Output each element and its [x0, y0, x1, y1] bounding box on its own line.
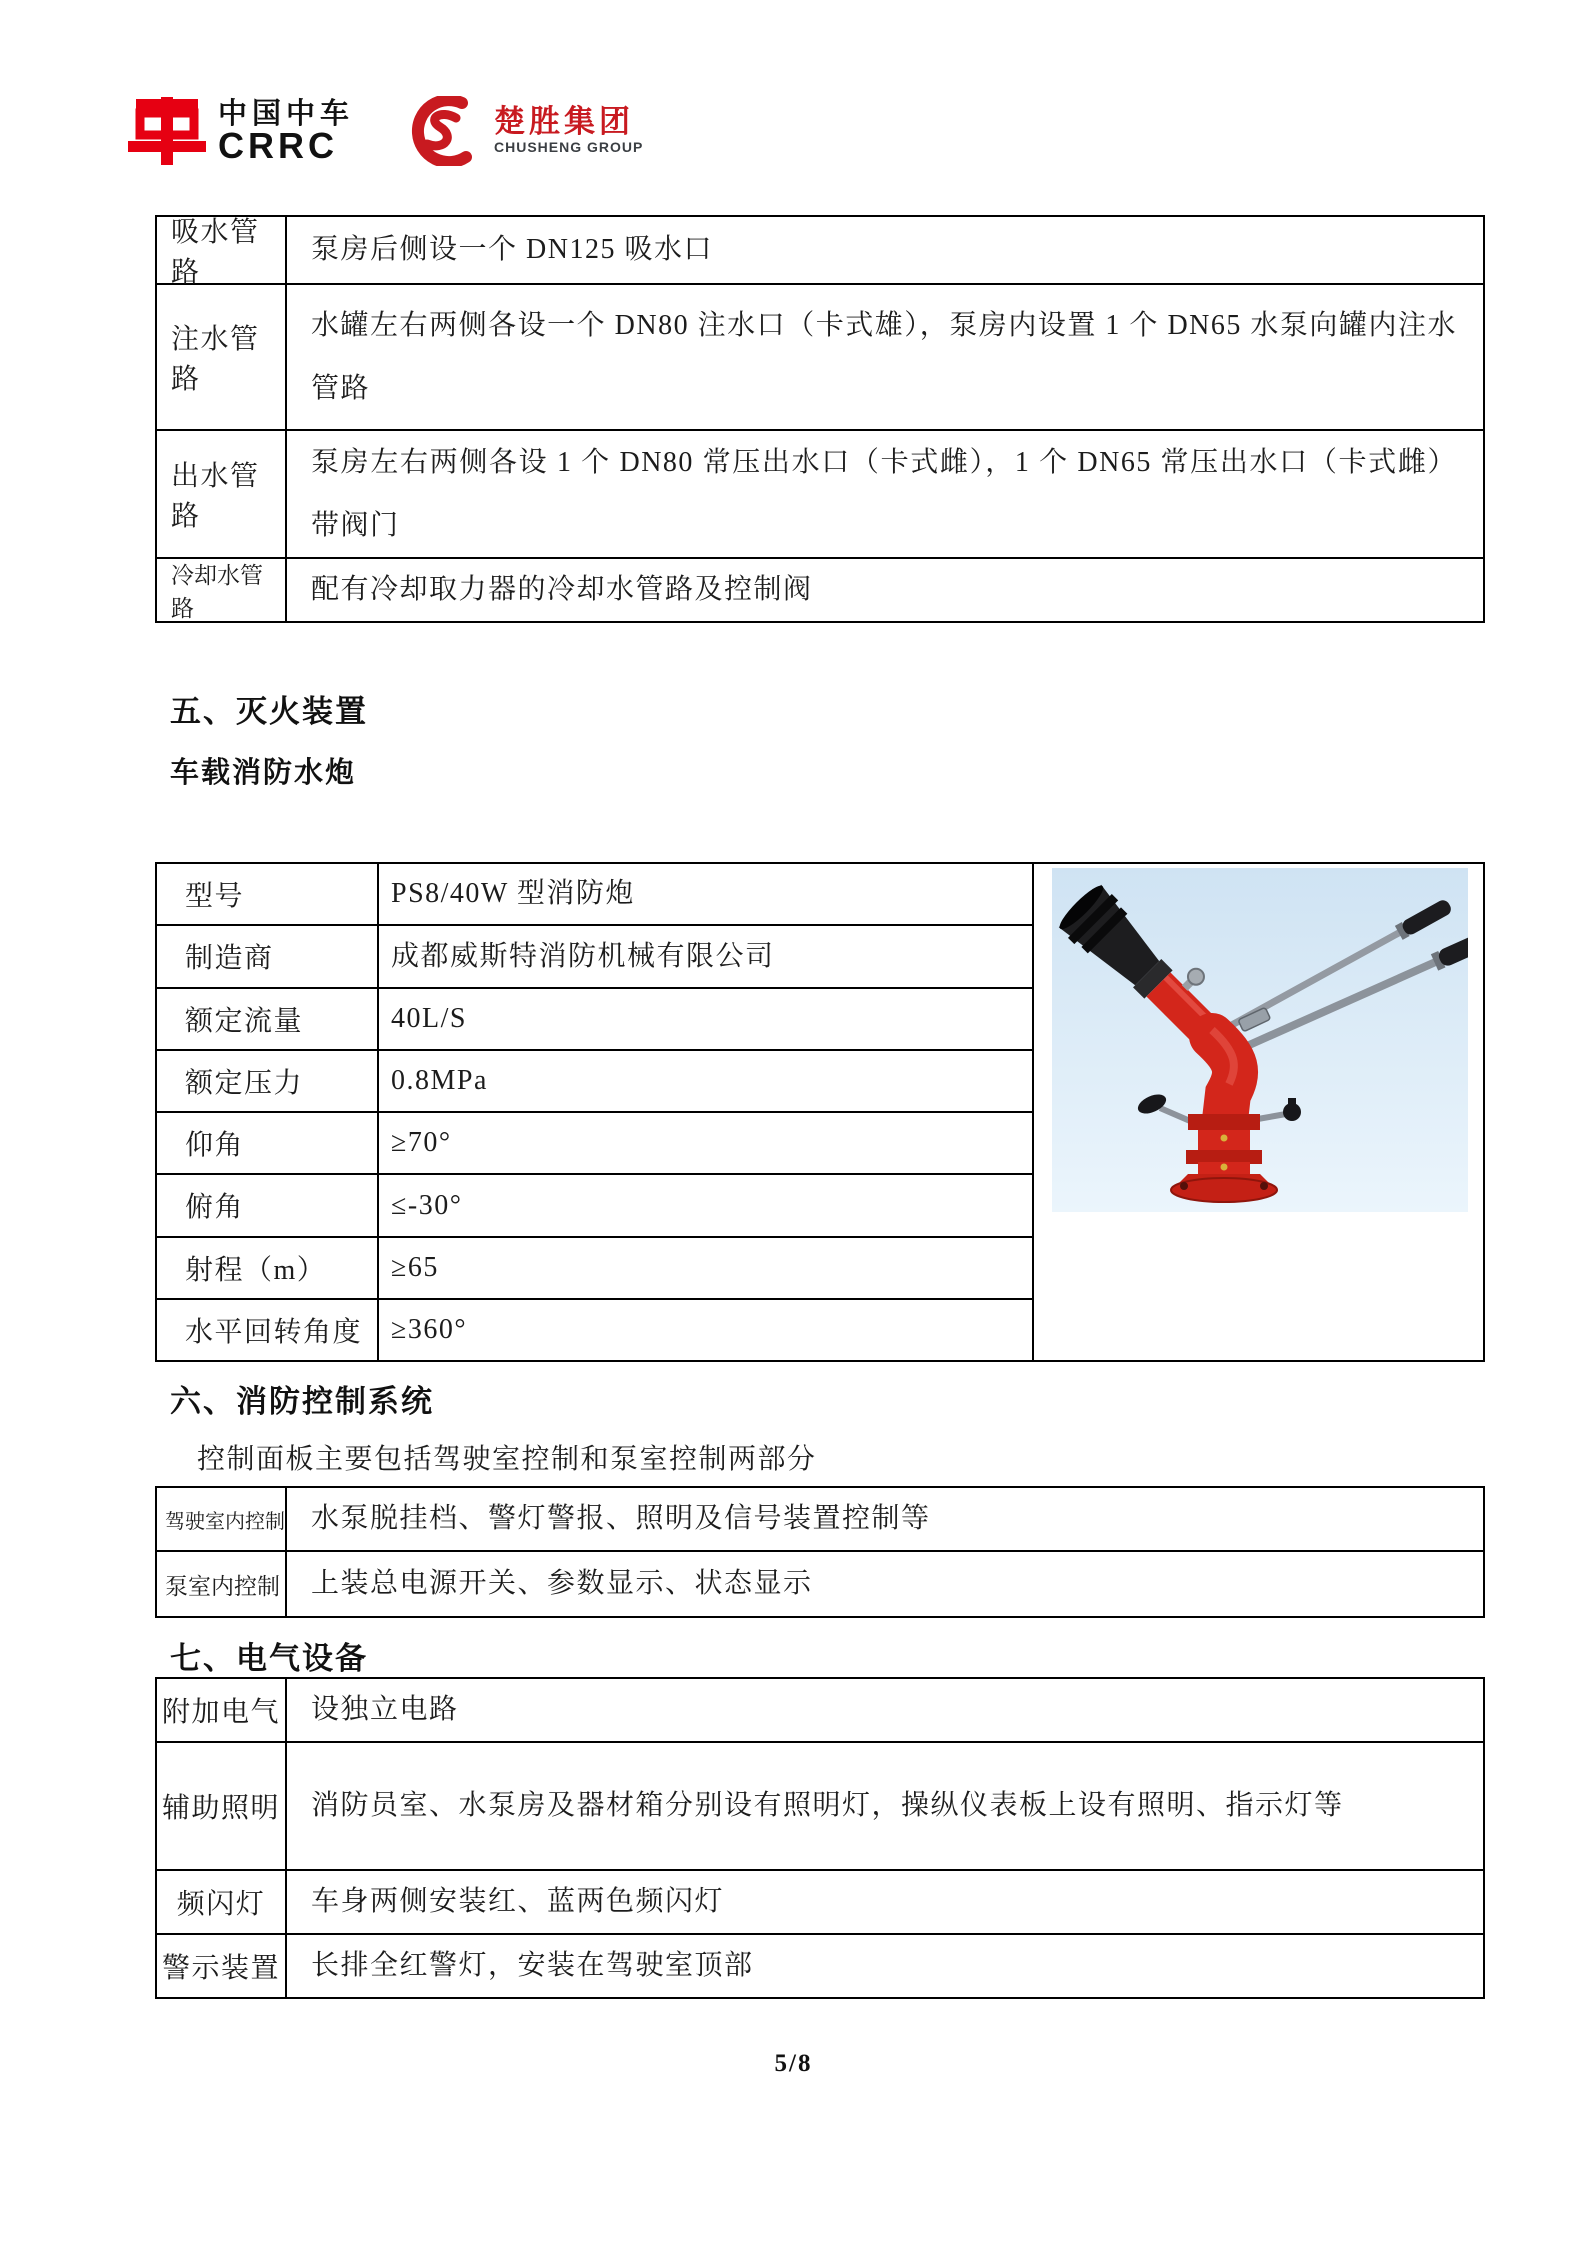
row-value: ≥360°	[391, 1314, 468, 1346]
fire-monitor-photo-cell	[1032, 864, 1483, 1360]
crrc-en-label: CRRC	[218, 125, 338, 167]
row-label: 泵室内控制	[165, 1573, 280, 1599]
row-value: 上装总电源开关、参数显示、状态显示	[311, 1568, 813, 1600]
fire-monitor-table	[155, 862, 1485, 1362]
row-label: 出水管路	[171, 461, 260, 532]
crrc-logo-text	[218, 97, 355, 167]
table-row	[157, 926, 1032, 988]
row-value: 配有冷却取力器的冷却水管路及控制阀	[311, 574, 813, 606]
row-value: 消防员室、水泵房及器材箱分别设有照明灯，操纵仪表板上设有照明、指示灯等	[311, 1790, 1344, 1822]
table-row	[157, 1871, 1483, 1935]
table-row	[157, 1743, 1483, 1871]
row-label: 射程（m）	[185, 1254, 327, 1286]
table-row	[157, 1051, 1032, 1113]
row-label: 冷却水管路	[171, 563, 263, 621]
row-label: 警示装置	[161, 1953, 280, 1984]
row-label: 辅助照明	[161, 1793, 280, 1824]
table-row	[157, 217, 1483, 288]
control-system-table	[155, 1486, 1485, 1618]
row-value: ≥65	[391, 1251, 439, 1283]
table-row	[157, 559, 1483, 621]
row-value: PS8/40W 型消防炮	[391, 878, 635, 910]
row-value: 水泵脱挂档、警灯警报、照明及信号装置控制等	[311, 1503, 931, 1535]
table-row	[157, 1488, 1483, 1552]
row-value: 成都威斯特消防机械有限公司	[391, 940, 775, 972]
table-row	[157, 285, 1483, 431]
row-value: 车身两侧安装红、蓝两色频闪灯	[311, 1886, 725, 1918]
row-value: 长排全红警灯，安装在驾驶室顶部	[311, 1950, 754, 1982]
row-value: 设独立电路	[311, 1694, 459, 1726]
row-label: 注水管路	[171, 324, 260, 395]
table-row	[157, 1113, 1032, 1175]
row-value: ≥70°	[391, 1127, 452, 1159]
water-piping-table	[155, 215, 1485, 623]
row-value: 泵房左右两侧各设 1 个 DN80 常压出水口（卡式雌），1 个 DN65 常压出水口（卡式雌）带阀门	[311, 447, 1457, 541]
table-row	[157, 1935, 1483, 1997]
fire-monitor-spec-rows	[157, 864, 1032, 1360]
chusheng-cn-label: 楚胜集团	[494, 103, 635, 139]
table-row	[157, 1175, 1032, 1237]
row-label: 频闪灯	[176, 1889, 266, 1920]
row-label: 吸水管路	[171, 217, 260, 288]
section5-title: 五、灭火装置	[170, 694, 368, 729]
row-label: 型号	[185, 881, 245, 913]
row-label: 额定流量	[185, 1005, 304, 1037]
section6-intro: 控制面板主要包括驾驶室控制和泵室控制两部分	[197, 1444, 817, 1475]
chusheng-logo-icon	[400, 96, 484, 166]
row-label: 俯角	[185, 1192, 245, 1224]
row-label: 仰角	[185, 1130, 245, 1162]
section5-subtitle: 车载消防水炮	[170, 757, 357, 789]
section6-title: 六、消防控制系统	[170, 1384, 434, 1419]
row-value: ≤-30°	[391, 1189, 463, 1221]
crrc-logo-icon	[128, 97, 206, 165]
electrical-equipment-table	[155, 1677, 1485, 1999]
table-row	[157, 1552, 1483, 1616]
row-value: 水罐左右两侧各设一个 DN80 注水口（卡式雄），泵房内设置 1 个 DN65 水泵向罐内注水管路	[311, 310, 1457, 404]
crrc-cn-label: 中国中车	[218, 97, 355, 130]
table-row	[157, 1238, 1032, 1300]
table-row	[157, 431, 1483, 559]
chusheng-en-label: CHUSHENG GROUP	[494, 139, 644, 156]
chusheng-logo-text	[494, 103, 644, 157]
table-row	[157, 1300, 1032, 1360]
page-number: 5/8	[774, 2050, 813, 2077]
table-row	[157, 989, 1032, 1051]
row-label: 驾驶室内控制	[165, 1510, 285, 1533]
row-label: 附加电气	[161, 1697, 280, 1728]
row-label: 水平回转角度	[185, 1316, 363, 1348]
row-value: 泵房后侧设一个 DN125 吸水口	[311, 234, 713, 266]
row-label: 额定压力	[185, 1067, 304, 1099]
row-value: 0.8MPa	[391, 1065, 488, 1097]
section7-title: 七、电气设备	[170, 1641, 368, 1676]
table-row	[157, 1679, 1483, 1743]
table-row	[157, 864, 1032, 926]
row-label: 制造商	[185, 943, 274, 975]
fire-monitor-photo	[1052, 868, 1468, 1212]
header-logos	[128, 96, 643, 166]
row-value: 40L/S	[391, 1002, 467, 1034]
